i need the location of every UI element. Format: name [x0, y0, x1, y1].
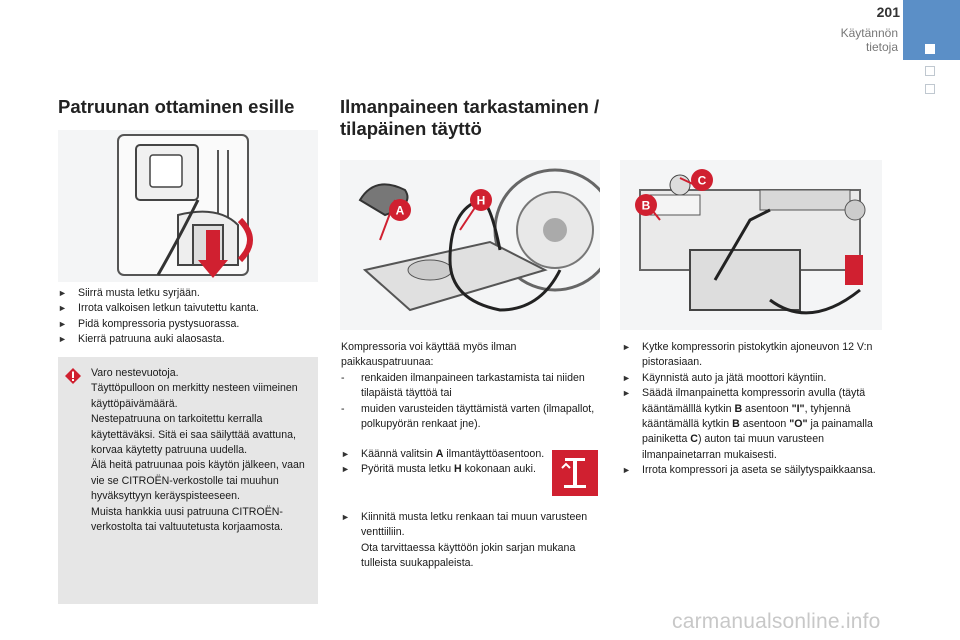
list-item: ► Pidä kompressoria pystysuorassa. — [58, 317, 320, 332]
arrow-bullet-icon: ► — [341, 512, 350, 522]
dashboard-socket-illustration — [620, 160, 882, 330]
warning-line: Varo nestevuotoja. — [91, 367, 179, 379]
arrow-bullet-icon: ► — [58, 303, 67, 314]
callout-c: C — [697, 173, 707, 188]
chapter-marker-icon — [925, 44, 935, 54]
arrow-bullet-icon: ► — [622, 372, 631, 383]
list-item: ► Säädä ilmanpainetta kompressorin avulla (täytä kääntämälllä kytkin B asentoon "I", tyhjennä kääntämällä kytkin B asentoon "O" ja painamalla painiketta C) auton tai muun varusteen ilmanpainetarran mukaisesti. — [622, 387, 873, 461]
tire-valve-tool-icon — [552, 450, 598, 496]
warning-line: Älä heitä patruunaa pois käytön jälkeen, vaan vie se CITROËN-verkostolle tai muuhun hyväksyttyyn keräyspisteeseen. — [91, 459, 305, 503]
list-item: - muiden varusteiden täyttämistä varten (ilmapallot, polkupyörän renkaat jne). — [341, 402, 595, 431]
list-item: ► Kierrä patruuna auki alaosasta. — [58, 332, 320, 347]
arrow-bullet-icon: ► — [58, 334, 67, 345]
list-item: ► Pyöritä musta letku H kokonaan auki. — [341, 462, 546, 477]
compressor-illustration — [340, 160, 600, 330]
cartridge-illustration — [58, 130, 318, 282]
list-item: ► Siirrä musta letku syrjään. — [58, 286, 320, 301]
callout-b: B — [641, 198, 651, 213]
list-item: ► Irrota kompressori ja aseta se säilytyspaikkaansa. — [622, 463, 884, 478]
pressure-check-heading: Ilmanpaineen tarkastaminen / tilapäinen täyttö — [340, 96, 600, 139]
chapter-outline-square-icon — [925, 84, 935, 94]
chapter-tab — [903, 0, 960, 60]
list-item: ► Kiinnitä musta letku renkaan tai muun varusteen venttiiliin. Ota tarvittaessa käyttöön jokin sarjan mukana tulleista suukappaleista. — [341, 511, 588, 570]
chapter-outline-square-icon — [925, 66, 935, 76]
warning-exclamation-icon — [64, 367, 82, 385]
intro-block — [341, 340, 611, 432]
page-number: 201 — [876, 4, 900, 20]
arrow-bullet-icon: ► — [58, 288, 67, 298]
arrow-bullet-icon: ► — [622, 465, 631, 476]
list-item: ► Käynnistä auto ja jätä moottori käyntiin. — [622, 371, 884, 386]
watermark: carmanualsonline.info — [672, 610, 881, 633]
arrow-bullet-icon: ► — [622, 388, 631, 399]
intro-text: Kompressoria voi käyttää myös ilman paikkauspatruunaa: — [341, 341, 517, 369]
warning-line: Muista hankkia uusi patruuna CITROËN-verkostolta tai valtuutetusta korjaamosta. — [91, 505, 283, 534]
warning-box — [58, 357, 318, 604]
arrow-bullet-icon: ► — [622, 342, 631, 352]
list-item: ► Irrota valkoisen letkun taivutettu kanta. — [58, 301, 320, 316]
list-item: ► Käännä valitsin A ilmantäyttöasentoon. — [341, 447, 546, 462]
warning-line: Nestepatruuna on tarkoitettu kerralla käytettäväksi. Sitä ei saa säilyttää avattuna, korvaa käytetty patruuna uudella. — [91, 413, 296, 457]
arrow-bullet-icon: ► — [341, 464, 350, 475]
callout-a: A — [395, 203, 405, 218]
list-item: ► Kytke kompressorin pistokytkin ajoneuvon 12 V:n pistorasiaan. — [622, 341, 873, 369]
list-item: - renkaiden ilmanpaineen tarkastamista tai niiden tilapäistä täyttöä tai — [341, 371, 585, 400]
arrow-bullet-icon: ► — [341, 449, 350, 459]
cartridge-removal-heading: Patruunan ottaminen esille — [58, 96, 295, 117]
section-title: Käytännön tietoja — [840, 26, 898, 54]
arrow-bullet-icon: ► — [58, 318, 67, 329]
callout-h: H — [476, 193, 486, 208]
warning-line: Täyttöpulloon on merkitty nesteen viimeinen käyttöpäivämäärä. — [91, 382, 298, 410]
